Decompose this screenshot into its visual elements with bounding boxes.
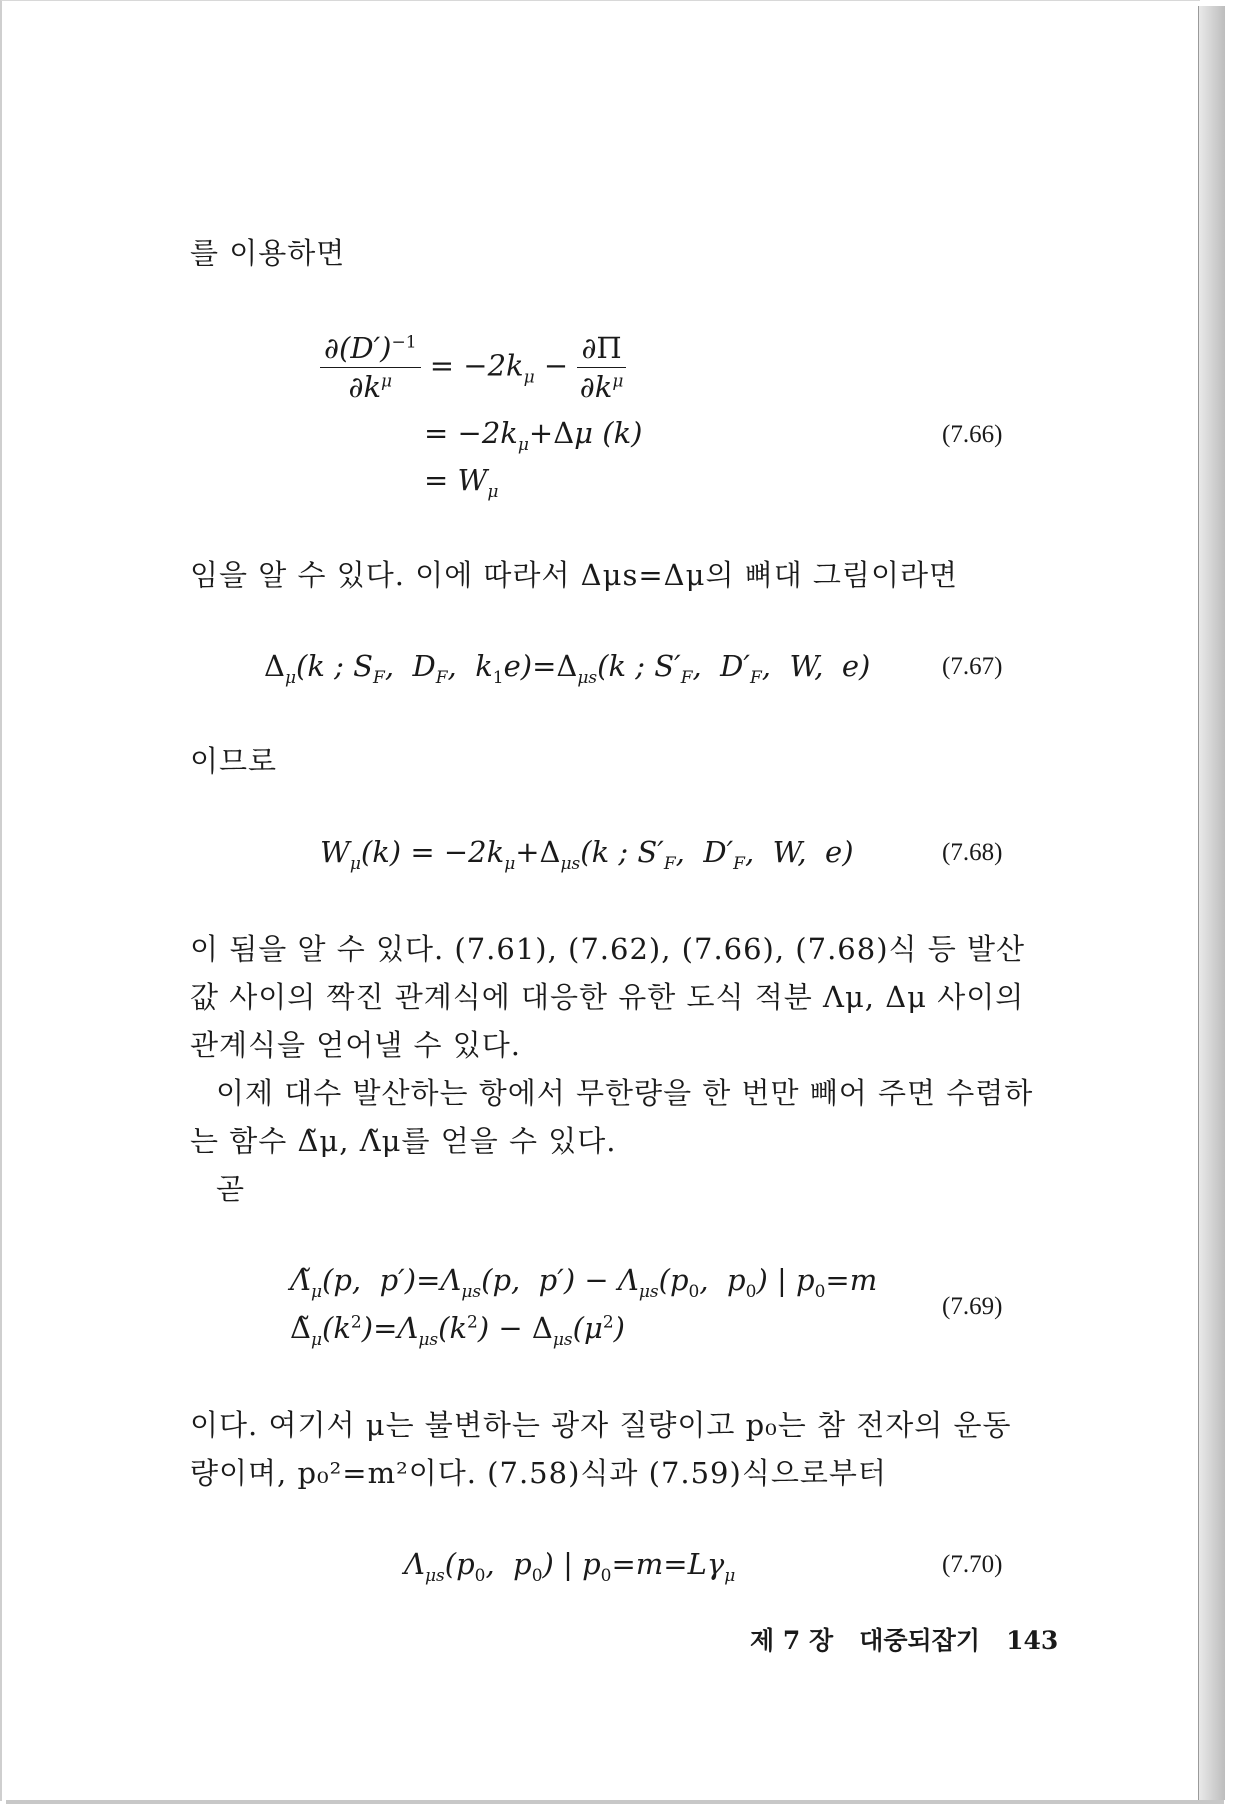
equation-number-7-69: (7.69) [942, 1293, 1003, 1320]
equation-7-68: $W_\mu(k) = -2k_\mu+\Delta_{\mu s}(k$ ; $S'_F$, $D'_F$, W, e) [320, 835, 854, 874]
equation-7-67: $\Delta_\mu(k$ ; $S_F$, $D_F$, $k_1e)=\Delta_{\mu s}(k$ ; $S'_F$, $D'_F$, W, e) [264, 649, 871, 688]
page-number: 143 [1006, 1626, 1059, 1655]
paragraph-convergent: 이제 대수 발산하는 항에서 무한량을 한 번만 빼어 주면 수렴하는 함수 Δ̃μ, Λ̃μ를 얻을 수 있다. [190, 1076, 1034, 1158]
equation-7-66-line-2: = $-2k_\mu+\Delta\mu$ (k) [424, 416, 643, 455]
equation-7-66-line-3: = $W_\mu$ [424, 463, 499, 502]
equation-number-7-68: (7.68) [942, 839, 1003, 866]
chapter-title: 대중되잡기 [859, 1626, 980, 1655]
equation-7-69-line-1: $\Lambdã_\mu(p$, $p')=\Lambda_{\mu s}(p$, $p') - \Lambda_{\mu s}(p_0$, $p_0$) | $p_0=m$ [290, 1263, 878, 1302]
equation-number-7-66: (7.66) [942, 421, 1003, 448]
paragraph-skeleton-diagram: 임을 알 수 있다. 이에 따라서 Δμs=Δμ의 뼈대 그림이라면 [190, 558, 958, 592]
equation-7-69-line-2: $\Deltã_\mu(k^2)=\Lambda_{\mu s}(k^2) - \Delta_{\mu s}(\mu^2)$ [290, 1311, 625, 1350]
page-footer [750, 1621, 1058, 1657]
equation-number-7-67: (7.67) [942, 653, 1003, 680]
equation-number-7-70: (7.70) [942, 1551, 1003, 1578]
paragraph-therefore: 이므로 [190, 744, 278, 778]
chapter-label: 제 7 장 [750, 1626, 834, 1655]
paragraph-relations: 이 됨을 알 수 있다. (7.61), (7.62), (7.66), (7.68)식 등 발산값 사이의 짝진 관계식에 대응한 유한 도식 적분 Λμ, Δμ 사이의 관계식을 얻어낼 수 있다. [190, 932, 1026, 1062]
intro-text: 를 이용하면 [190, 236, 346, 270]
paragraph-namely: 곧 [216, 1172, 246, 1206]
page-bottom-edge [6, 1800, 1224, 1804]
paragraph-photon-mass: 이다. 여기서 μ는 불변하는 광자 질량이고 p₀는 참 전자의 운동량이며, p₀²=m²이다. (7.58)식과 (7.59)식으로부터 [190, 1408, 1012, 1490]
equation-7-70: $\Lambda_{\mu s}(p_0$, $p_0$) | $p_0=m=L\gamma_\mu$ [404, 1547, 736, 1586]
page-edge-shadow [1198, 6, 1225, 1800]
equation-7-66-line-1: $\frac{\partial(D')^{-1}}{\partial k^\mu}$ = $-2k_\mu$ − $\frac{\partial\Pi}{\partial k^\mu}$ [320, 331, 626, 404]
